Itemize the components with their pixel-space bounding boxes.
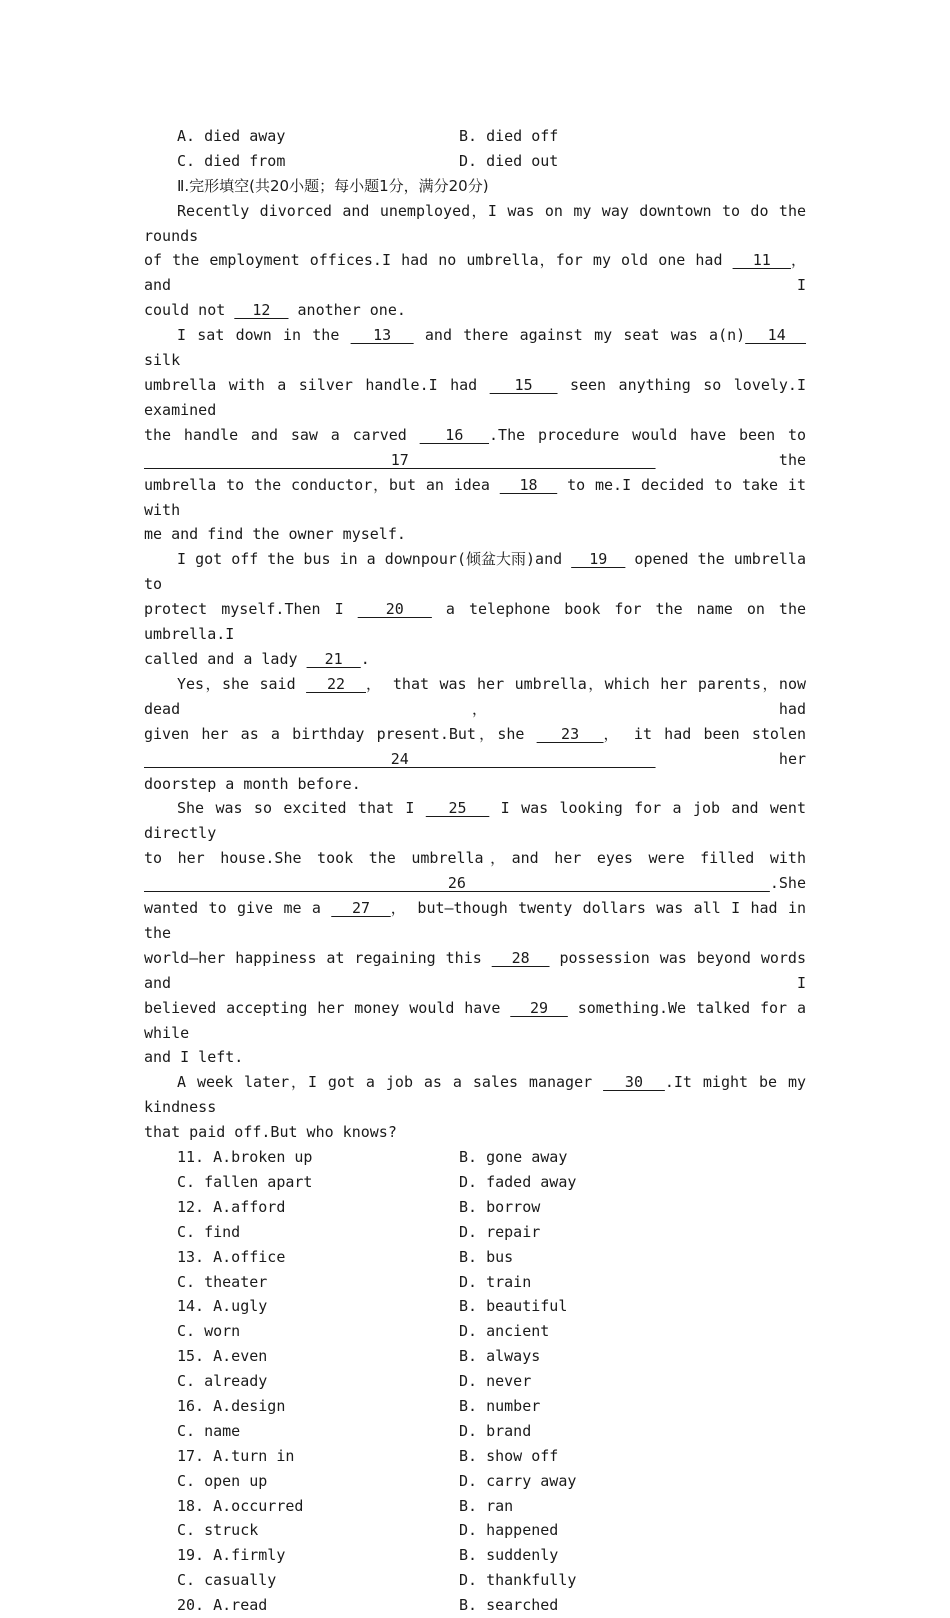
option-right: B. beautiful xyxy=(459,1297,568,1316)
option-right: D. repair xyxy=(459,1222,541,1241)
text-run: the xyxy=(655,450,807,469)
text-run: given her as a birthday present.But，she xyxy=(144,724,537,743)
text-run: and I left. xyxy=(144,1048,244,1067)
blank-28: 28 xyxy=(491,948,550,967)
text-run: me and find the owner myself. xyxy=(144,525,406,544)
option-row xyxy=(144,1195,806,1220)
option-right: D. happened xyxy=(459,1521,559,1540)
passage-line xyxy=(144,1045,806,1070)
option-a: A. died away xyxy=(177,127,286,145)
option-b: B. died off xyxy=(459,127,559,145)
text-run: umbrella with a silver handle.I had xyxy=(144,376,490,395)
text-run: Recently divorced and unemployed，I was on my way downtown to do the rounds xyxy=(144,201,806,245)
text-run: umbrella to the conductor，but an idea xyxy=(144,475,500,494)
text-run: I sat down in the xyxy=(177,326,351,345)
option-row xyxy=(144,1344,806,1369)
text-run: and there against my seat was a(n) xyxy=(413,326,746,345)
option-left: C. fallen apart xyxy=(177,1173,313,1191)
prev-option-row xyxy=(144,124,806,149)
blank-12: 12 xyxy=(234,301,289,320)
text-run: called and a lady xyxy=(144,649,307,668)
blank-17: 17 xyxy=(144,450,656,469)
blank-14: 14 xyxy=(745,326,807,345)
chinese-gloss: 倾盆大雨 xyxy=(466,550,527,569)
option-right: B. gone away xyxy=(459,1148,568,1167)
option-right: D. ancient xyxy=(459,1322,550,1341)
blank-24: 24 xyxy=(144,749,656,768)
passage-line xyxy=(144,846,806,896)
option-right: D. thankfully xyxy=(459,1571,577,1590)
blank-16: 16 xyxy=(419,425,490,444)
option-row xyxy=(144,1145,806,1170)
passage-paragraph-4 xyxy=(144,672,806,722)
option-row xyxy=(144,1245,806,1270)
passage-line xyxy=(144,473,806,523)
passage-line xyxy=(144,722,806,772)
passage-paragraph-1-end xyxy=(144,298,806,323)
text-run: .She xyxy=(769,874,806,893)
text-run: She was so excited that I xyxy=(177,799,426,818)
option-left: C. struck xyxy=(177,1521,259,1540)
option-row xyxy=(144,1568,806,1593)
blank-30: 30 xyxy=(603,1073,665,1092)
option-left: 14. A.ugly xyxy=(177,1297,268,1316)
text-run: that paid off.But who knows? xyxy=(144,1123,397,1142)
option-row xyxy=(144,1319,806,1344)
text-run: could not xyxy=(144,301,235,320)
text-run: I got off the bus in a downpour( xyxy=(177,550,466,569)
option-row xyxy=(144,1543,806,1568)
blank-25: 25 xyxy=(425,799,490,818)
text-run: wanted to give me a xyxy=(144,899,332,918)
text-run: seen anything so lovely.I examined xyxy=(144,376,806,419)
option-left: 11. A.broken up xyxy=(177,1148,313,1167)
option-right: B. show off xyxy=(459,1446,559,1465)
passage-line xyxy=(144,772,806,797)
text-run: of the employment offices.I had no umbrella，for my old one had xyxy=(144,251,733,270)
blank-19: 19 xyxy=(571,550,626,569)
text-run: ， it had been stolen xyxy=(603,724,807,743)
option-row xyxy=(144,1444,806,1469)
passage-line xyxy=(144,647,806,672)
option-row xyxy=(144,1220,806,1245)
option-left: 18. A.occurred xyxy=(177,1496,304,1515)
option-c: C. died from xyxy=(177,151,286,170)
option-left: C. name xyxy=(177,1421,241,1440)
option-right: B. suddenly xyxy=(459,1546,559,1565)
option-right: B. always xyxy=(459,1347,541,1366)
text-run: another one. xyxy=(288,301,406,320)
passage-line xyxy=(144,996,806,1046)
text-run: world—her happiness at regaining this xyxy=(144,948,492,967)
text-run: Yes，she said xyxy=(177,674,307,693)
text-run: )and xyxy=(526,550,572,569)
text-run: doorstep a month before. xyxy=(144,774,361,793)
option-row xyxy=(144,1294,806,1319)
option-left: C. casually xyxy=(177,1571,277,1590)
blank-20: 20 xyxy=(357,600,432,619)
blank-13: 13 xyxy=(350,326,414,345)
option-left: 20. A.read xyxy=(177,1596,268,1615)
text-run: ， but—though twenty dollars was all I had in the xyxy=(144,899,807,942)
blank-21: 21 xyxy=(306,649,361,668)
option-left: 17. A.turn in xyxy=(177,1446,295,1465)
passage-line xyxy=(144,423,806,473)
passage-line xyxy=(144,597,806,647)
option-d: D. died out xyxy=(459,151,559,170)
option-right: D. faded away xyxy=(459,1173,577,1191)
text-run: to me.I decided to take it with xyxy=(144,475,806,519)
passage-line xyxy=(144,373,806,423)
option-left: 16. A.design xyxy=(177,1397,286,1416)
blank-11: 11 xyxy=(732,251,791,270)
blank-23: 23 xyxy=(536,724,604,743)
option-row xyxy=(144,1593,806,1618)
text-run: .It might be my kindness xyxy=(144,1073,807,1117)
blank-18: 18 xyxy=(499,475,558,494)
option-left: 13. A.office xyxy=(177,1247,286,1266)
option-left: C. already xyxy=(177,1372,268,1391)
option-left: 15. A.even xyxy=(177,1347,268,1366)
passage-paragraph-2 xyxy=(144,323,806,373)
section-heading: Ⅱ.完形填空(共20小题；每小题1分，满分20分) xyxy=(177,176,489,195)
option-right: B. bus xyxy=(459,1247,514,1266)
blank-27: 27 xyxy=(331,899,391,918)
passage-line xyxy=(144,522,806,547)
option-left: 12. A.afford xyxy=(177,1197,286,1216)
option-row xyxy=(144,1394,806,1419)
passage-paragraph-6 xyxy=(144,1070,806,1120)
text-run: A week later，I got a job as a sales manager xyxy=(177,1073,604,1092)
text-run: a telephone book for the name on the umbrella.I xyxy=(144,600,807,644)
text-run: something.We talked for a while xyxy=(144,998,806,1042)
text-run: I was looking for a job and went directly xyxy=(144,799,806,843)
text-run: protect myself.Then I xyxy=(144,600,358,619)
prev-option-row xyxy=(144,149,806,174)
option-right: D. never xyxy=(459,1372,532,1391)
option-right: D. carry away xyxy=(459,1471,577,1490)
text-run: possession was beyond words and I xyxy=(144,948,806,992)
passage-paragraph-3 xyxy=(144,547,806,597)
option-right: B. number xyxy=(459,1397,541,1416)
option-row xyxy=(144,1270,806,1295)
option-right: D. train xyxy=(459,1272,532,1291)
option-left: C. find xyxy=(177,1222,241,1241)
blank-26: 26 xyxy=(144,874,770,893)
passage-line xyxy=(144,896,806,946)
passage-line xyxy=(144,1120,806,1145)
passage-paragraph-5 xyxy=(144,796,806,846)
option-left: C. theater xyxy=(177,1272,268,1291)
passage-line xyxy=(144,946,806,996)
text-run: the handle and saw a carved xyxy=(144,425,420,444)
option-right: D. brand xyxy=(459,1421,532,1440)
option-row xyxy=(144,1494,806,1519)
text-run: believed accepting her money would have xyxy=(144,998,511,1017)
option-row xyxy=(144,1419,806,1444)
blank-29: 29 xyxy=(510,998,568,1017)
text-run: to her house.She took the umbrella，and her eyes were filled with xyxy=(144,849,806,868)
option-right: B. borrow xyxy=(459,1197,541,1216)
option-row xyxy=(144,1469,806,1494)
option-row xyxy=(144,1170,806,1195)
text-run: opened the umbrella to xyxy=(144,550,806,594)
option-row xyxy=(144,1518,806,1543)
option-left: C. open up xyxy=(177,1471,268,1490)
options-list xyxy=(144,1145,806,1618)
text-run: silk xyxy=(144,351,181,370)
text-run: her xyxy=(655,749,807,768)
option-row xyxy=(144,1369,806,1394)
blank-22: 22 xyxy=(306,674,366,693)
option-right: B. ran xyxy=(459,1496,514,1515)
blank-15: 15 xyxy=(489,376,558,395)
text-run: . xyxy=(360,649,370,668)
text-run: .The procedure would have been to xyxy=(489,425,807,444)
passage-paragraph-1 xyxy=(144,199,806,299)
text-run: ， and I xyxy=(144,251,806,295)
page-content xyxy=(144,124,806,1618)
option-right: B. searched xyxy=(459,1596,559,1615)
option-left: C. worn xyxy=(177,1322,241,1341)
text-run: ， that was her umbrella，which her parents，now dead，had xyxy=(144,674,807,718)
option-left: 19. A.firmly xyxy=(177,1546,286,1565)
